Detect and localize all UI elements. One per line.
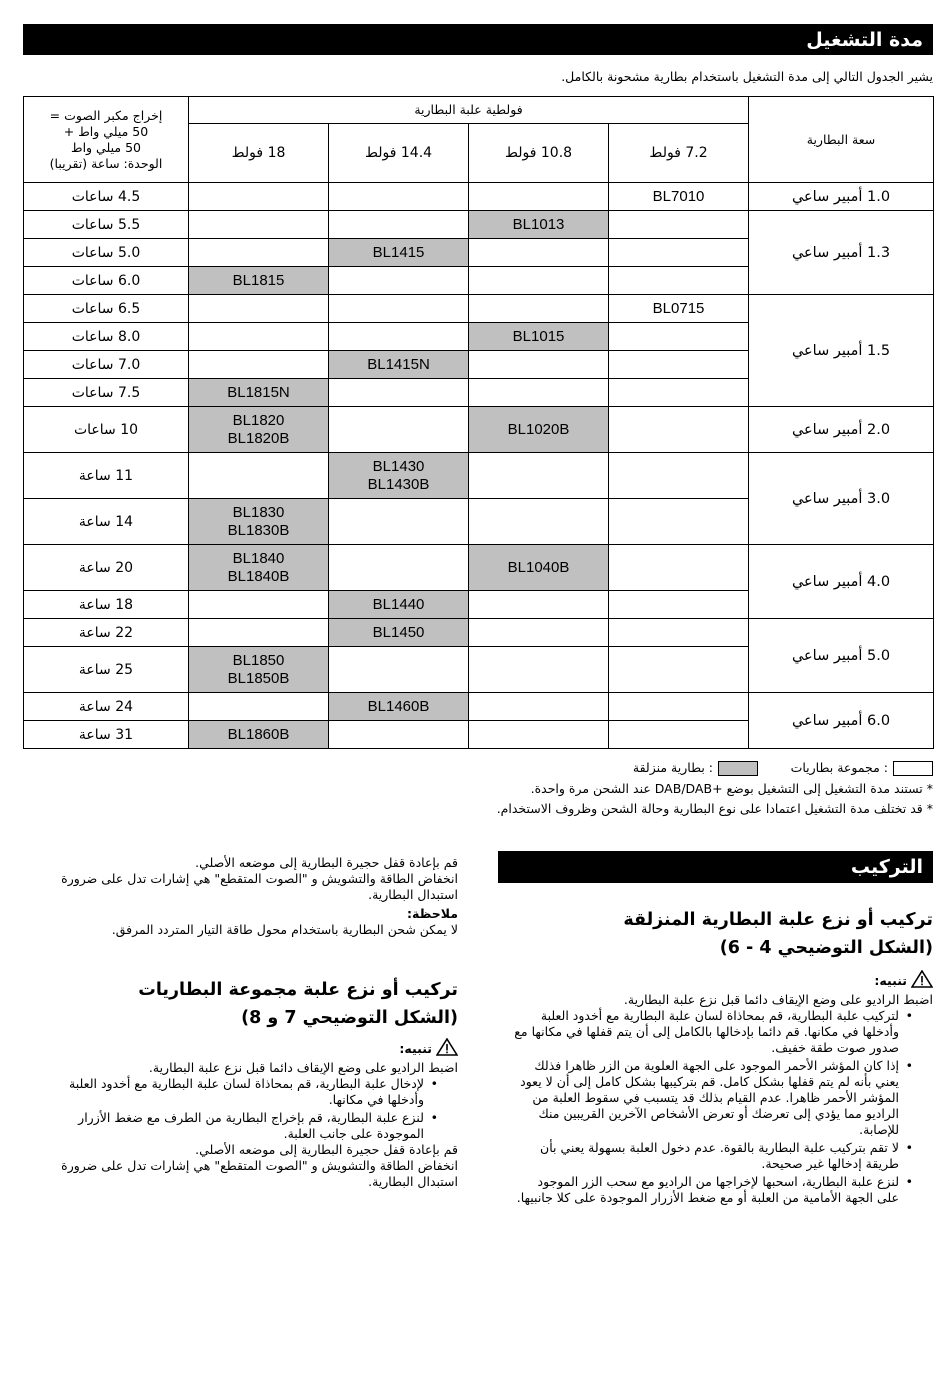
model-cell [609,267,749,295]
table-row [24,295,934,323]
paragraph: قم بإعادة قفل حجيرة البطارية إلى موضعه الأصلي. [195,1142,458,1157]
model-cell [469,619,609,647]
install-title: التركيب [850,856,923,878]
list-item: • لتركيب علبة البطارية، قم بمحاذاة لسان علبة البطارية مع أخدود العلبة وأدخلها في مكانها. قم دائما بإدخالها بالكامل إلى أن يتم قفلها في مكانها مع صدور صوت طقة خفيف. [513,1008,899,1056]
paragraph: انخفاض الطاقة والتشويش و "الصوت المتقطع" هي إشارات تدل على ضرورة استبدال البطارية. [61,871,458,902]
model-cell [189,351,329,379]
table-row [24,211,934,239]
legend-note: * تستند مدة التشغيل إلى التشغيل بوضع +DAB/DAB عند الشحن مرة واحدة. [530,781,933,796]
model-cell [189,183,329,211]
header-voltage: فولطية علبة البطارية [189,97,749,124]
runtime-cell: 7.0 ساعات [24,351,189,379]
capacity-cell: 5.0 أمبير ساعي [749,619,934,693]
warning-icon [436,1038,458,1060]
capacity-cell: 2.0 أمبير ساعي [749,407,934,453]
table-row [24,183,934,211]
model-cell: BL1450 [329,619,469,647]
model-cell [329,647,469,693]
capacity-cell: 1.5 أمبير ساعي [749,295,934,407]
section-title-bar [23,24,933,55]
model-cell [329,183,469,211]
model-cell: BL1820 BL1820B [189,407,329,453]
model-cell: BL7010 [609,183,749,211]
model-cell [189,619,329,647]
model-cell: BL1830 BL1830B [189,499,329,545]
list-item: • إذا كان المؤشر الأحمر الموجود على الجهة العلوية من الزر ظاهرا فذلك يعني بأنه لم يتم قفلها بشكل كامل. قم بتركيبها بشكل كامل إلى أن لا يعود المؤشر الأحمر ظاهرا. عدم القيام بذلك قد يتسبب في سقوط العلبة من الراديو مما يؤدي إلى تعرضك أو تعرض الأشخاص الآخرين القريبين منك للإصابة. [513,1058,899,1138]
model-cell [469,591,609,619]
model-cell [189,453,329,499]
table-row [24,407,934,453]
model-cell: BL1430 BL1430B [329,453,469,499]
model-cell [469,453,609,499]
model-cell [609,721,749,749]
note-text: لا يمكن شحن البطارية باستخدام محول طاقة التيار المتردد المرفق. [111,922,458,937]
model-cell [469,351,609,379]
model-cell [329,211,469,239]
model-cell [609,647,749,693]
model-cell [469,647,609,693]
model-cell [609,323,749,351]
model-cell [329,499,469,545]
model-cell [469,239,609,267]
pack-battery-heading [33,976,458,1032]
heading-line: (الشكل التوضيحي 7 و 8) [241,1008,458,1028]
intro-text: يشير الجدول التالي إلى مدة التشغيل باستخدام بطارية مشحونة بالكامل. [561,69,933,84]
model-cell [609,693,749,721]
table-row [24,453,934,499]
model-cell: BL1415N [329,351,469,379]
output-line: 50 ميلي واط [71,139,141,155]
model-cell [469,499,609,545]
paragraph: انخفاض الطاقة والتشويش و "الصوت المتقطع" هي إشارات تدل على ضرورة استبدال البطارية. [61,1158,458,1189]
voltage-header: 14.4 فولط [329,124,469,183]
model-cell: BL1840 BL1840B [189,545,329,591]
legend-slide-label: : بطارية منزلقة [632,760,713,775]
table-row [24,545,934,591]
model-cell [469,267,609,295]
pack-battery-body [33,1038,458,1190]
caution-text: اضبط الراديو على وضع الإيقاف دائما قبل نزع علبة البطارية. [148,1060,458,1075]
runtime-cell: 20 ساعة [24,545,189,591]
model-cell: BL1015 [469,323,609,351]
heading-line: تركيب أو نزع علبة البطارية المنزلقة [623,910,933,930]
model-cell [609,351,749,379]
runtime-cell: 6.0 ساعات [24,267,189,295]
capacity-cell: 1.0 أمبير ساعي [749,183,934,211]
heading-line: (الشكل التوضيحي 4 - 6) [719,938,933,958]
runtime-cell: 7.5 ساعات [24,379,189,407]
caution-text: اضبط الراديو على وضع الإيقاف دائما قبل نزع علبة البطارية. [623,992,933,1007]
runtime-cell: 11 ساعة [24,453,189,499]
model-cell [329,545,469,591]
model-cell [189,693,329,721]
runtime-cell: 25 ساعة [24,647,189,693]
runtime-cell: 24 ساعة [24,693,189,721]
paragraph: قم بإعادة قفل حجيرة البطارية إلى موضعه الأصلي. [195,855,458,870]
runtime-cell: 31 ساعة [24,721,189,749]
model-cell [329,407,469,453]
model-cell [609,499,749,545]
header-output [24,97,189,183]
model-cell: BL1815 [189,267,329,295]
legend-note: * قد تختلف مدة التشغيل اعتمادا على نوع البطارية وحالة الشحن وظروف الاستخدام. [496,801,933,816]
model-cell [609,211,749,239]
caution-row [33,1038,458,1060]
section-title: مدة التشغيل [806,28,923,51]
runtime-cell: 14 ساعة [24,499,189,545]
output-line: 50 ميلي واط + [63,123,149,139]
model-cell [609,453,749,499]
heading-line: تركيب أو نزع علبة مجموعة البطاريات [138,980,458,1000]
model-cell [469,693,609,721]
table-row [24,619,934,647]
runtime-table [23,96,934,749]
model-cell: BL1440 [329,591,469,619]
model-cell [329,323,469,351]
note-label: ملاحظة: [407,906,458,921]
model-cell: BL1040B [469,545,609,591]
list-item: • لإدخال علبة البطارية، قم بمحاذاة لسان علبة البطارية مع أخدود العلبة وأدخلها في مكانها. [33,1076,424,1108]
model-cell [469,295,609,323]
output-line: الوحدة: ساعة (تقريبا) [49,155,163,171]
left-column [33,855,458,938]
runtime-cell: 4.5 ساعات [24,183,189,211]
model-cell [609,545,749,591]
model-cell: BL1850 BL1850B [189,647,329,693]
runtime-cell: 5.0 ساعات [24,239,189,267]
voltage-header: 18 فولط [189,124,329,183]
model-cell [609,239,749,267]
list-item: • لا تقم بتركيب علبة البطارية بالقوة. عدم دخول العلبة بسهولة يعني بأن طريقة إدخالها غير صحيحة. [513,1140,899,1172]
model-cell [469,721,609,749]
model-cell [189,295,329,323]
model-cell [189,591,329,619]
model-cell [189,239,329,267]
model-cell [329,379,469,407]
capacity-cell: 3.0 أمبير ساعي [749,453,934,545]
model-cell: BL0715 [609,295,749,323]
model-cell [189,211,329,239]
model-cell [609,379,749,407]
model-cell [329,267,469,295]
instruction-list [33,1076,458,1142]
model-cell: BL1415 [329,239,469,267]
install-title-bar [498,851,933,883]
voltage-header: 7.2 فولط [609,124,749,183]
voltage-header: 10.8 فولط [469,124,609,183]
model-cell [329,295,469,323]
model-cell [609,407,749,453]
model-cell: BL1815N [189,379,329,407]
output-line: إخراج مكبر الصوت = [49,107,163,123]
caution-row [513,970,933,992]
slide-battery-heading [503,906,933,962]
table-body [24,183,934,749]
legend-pack-swatch [893,761,933,776]
runtime-cell: 6.5 ساعات [24,295,189,323]
model-cell: BL1460B [329,693,469,721]
model-cell [469,183,609,211]
model-cell: BL1860B [189,721,329,749]
header-capacity: سعة البطارية [749,97,934,183]
model-cell: BL1013 [469,211,609,239]
model-cell [609,619,749,647]
legend-pack-label: : مجموعة بطاريات [790,760,888,775]
model-cell: BL1020B [469,407,609,453]
caution-label: تنبيه: [874,973,907,988]
runtime-cell: 18 ساعة [24,591,189,619]
model-cell [469,379,609,407]
table-row [24,693,934,721]
warning-icon [911,970,933,992]
model-cell [609,591,749,619]
capacity-cell: 4.0 أمبير ساعي [749,545,934,619]
model-cell [189,323,329,351]
model-cell [329,721,469,749]
legend-slide-swatch [718,761,758,776]
slide-battery-body [513,970,933,1206]
caution-label: تنبيه: [399,1041,432,1056]
runtime-cell: 8.0 ساعات [24,323,189,351]
capacity-cell: 1.3 أمبير ساعي [749,211,934,295]
capacity-cell: 6.0 أمبير ساعي [749,693,934,749]
runtime-cell: 10 ساعات [24,407,189,453]
list-item: • لنزع علبة البطارية، اسحبها لإخراجها من الراديو مع سحب الزر الموجود على الجهة الأمامية من العلبة أو مع ضغط الأزرار الموجودة على كلا جانبيها. [513,1174,899,1206]
runtime-cell: 22 ساعة [24,619,189,647]
list-item: • لنزع علبة البطارية، قم بإخراج البطارية من الطرف مع ضغط الأزرار الموجودة على جانب العلبة. [33,1110,424,1142]
runtime-cell: 5.5 ساعات [24,211,189,239]
instruction-list [513,1008,933,1206]
